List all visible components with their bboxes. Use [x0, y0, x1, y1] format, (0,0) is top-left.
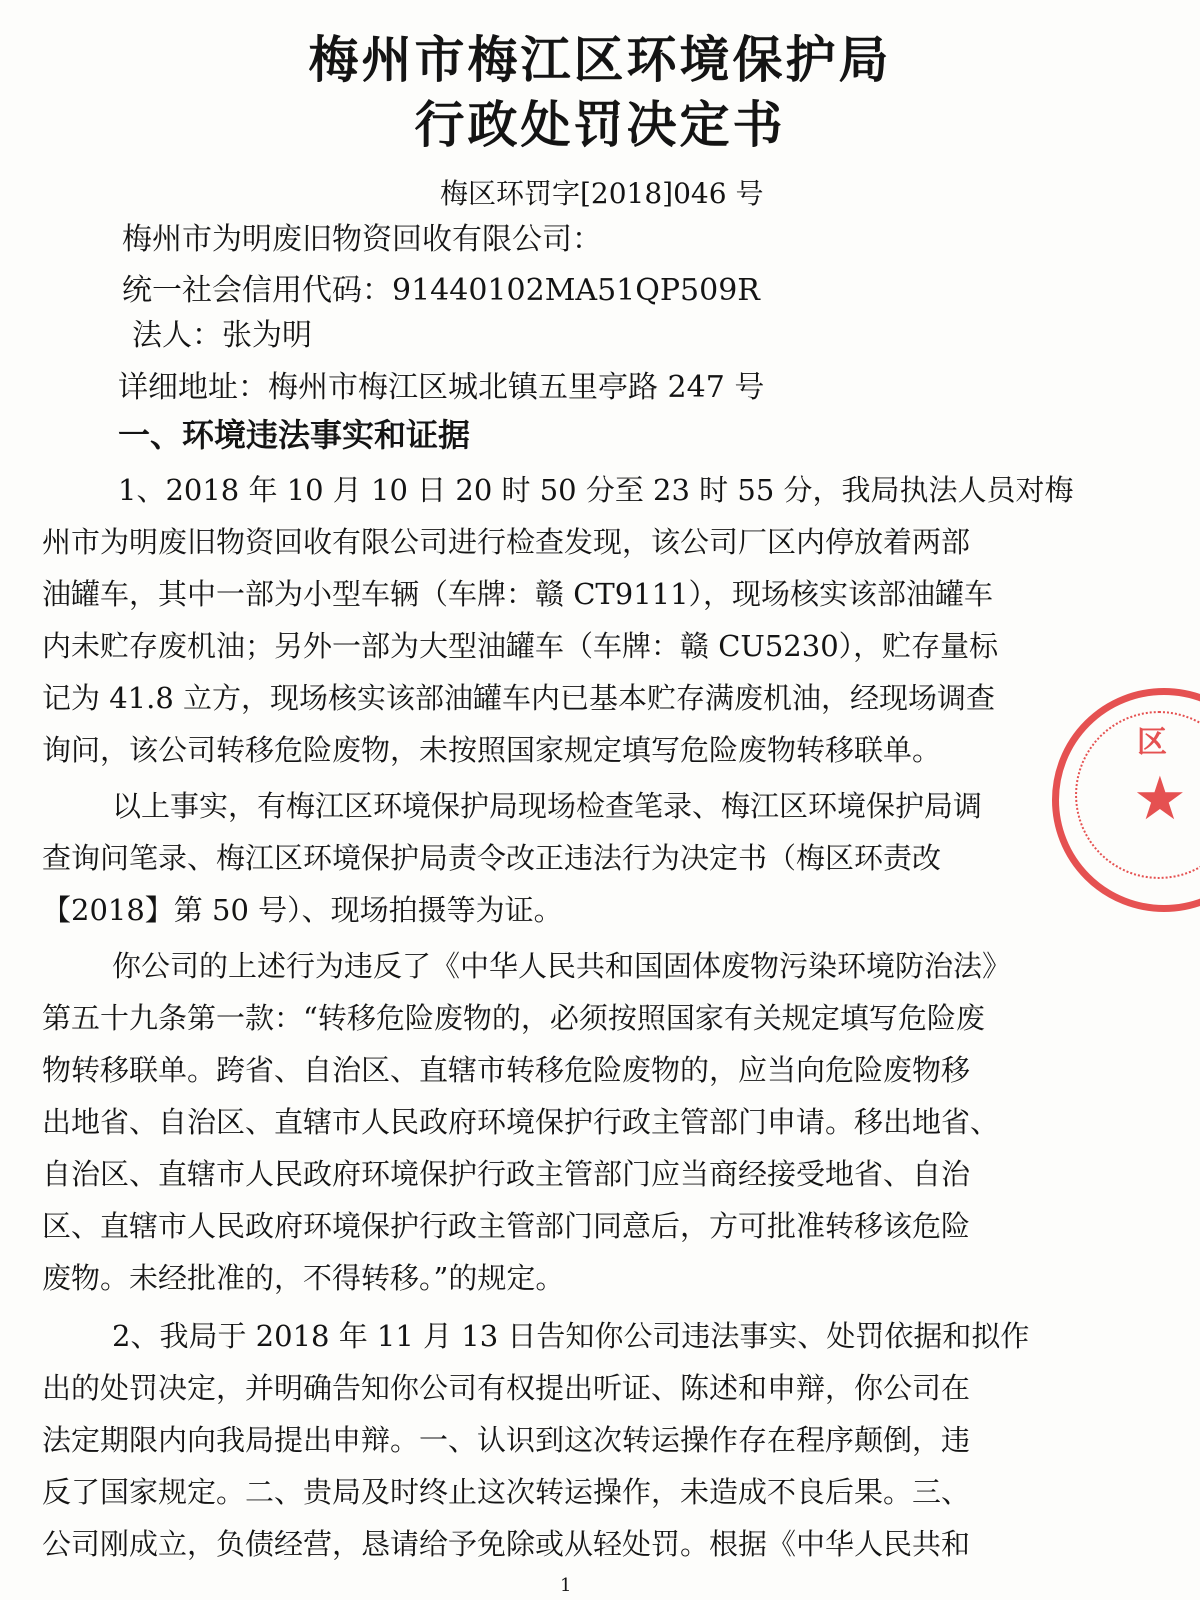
body-line: 出的处罚决定，并明确告知你公司有权提出听证、陈述和申辩，你公司在	[42, 1371, 971, 1405]
body-line: 查询问笔录、梅江区环境保护局责令改正违法行为决定书（梅区环责改	[42, 841, 942, 875]
body-line: 油罐车，其中一部为小型车辆（车牌：赣 CT9111），现场核实该部油罐车	[42, 577, 994, 611]
body-line: 废物。未经批准的，不得转移。”的规定。	[42, 1261, 565, 1295]
seal-star-icon: ★	[1133, 764, 1187, 834]
body-line: 1、2018 年 10 月 10 日 20 时 50 分至 23 时 55 分，我局执法人员对梅	[118, 473, 1074, 507]
document-title-line1: 梅州市梅江区环境保护局	[308, 31, 892, 89]
seal-text: 区	[1137, 725, 1167, 760]
body-line: 物转移联单。跨省、自治区、直辖市转移危险废物的，应当向危险废物移	[42, 1053, 971, 1087]
document-number: 梅区环罚字[2018]046 号	[440, 177, 764, 210]
document-title-line2: 行政处罚决定书	[414, 96, 786, 154]
body-line: 反了国家规定。二、贵局及时终止这次转运操作，未造成不良后果。三、	[42, 1475, 971, 1509]
body-line: 第五十九条第一款：“转移危险废物的，必须按照国家有关规定填写危险废	[42, 1001, 985, 1035]
body-line: 自治区、直辖市人民政府环境保护行政主管部门应当商经接受地省、自治	[42, 1157, 971, 1191]
body-line: 公司刚成立，负债经营，恳请给予免除或从轻处罚。根据《中华人民共和	[42, 1527, 971, 1561]
official-seal-stamp	[1052, 688, 1200, 912]
body-line: 州市为明废旧物资回收有限公司进行检查发现，该公司厂区内停放着两部	[42, 525, 971, 559]
party-legal-person: 法人：张为明	[132, 318, 312, 353]
section-heading: 一、环境违法事实和证据	[118, 416, 471, 454]
body-line: 【2018】第 50 号）、现场拍摄等为证。	[42, 893, 563, 927]
party-company: 梅州市为明废旧物资回收有限公司：	[122, 222, 602, 257]
body-line: 出地省、自治区、直辖市人民政府环境保护行政主管部门申请。移出地省、	[42, 1105, 1000, 1139]
body-line: 2、我局于 2018 年 11 月 13 日告知你公司违法事实、处罚依据和拟作	[112, 1319, 1030, 1353]
body-line: 询问，该公司转移危险废物，未按照国家规定填写危险废物转移联单。	[42, 733, 942, 767]
body-line: 内未贮存废机油；另外一部为大型油罐车（车牌：赣 CU5230），贮存量标	[42, 629, 999, 663]
body-line: 以上事实，有梅江区环境保护局现场检查笔录、梅江区环境保护局调	[112, 789, 983, 823]
body-line: 法定期限内向我局提出申辩。一、认识到这次转运操作存在程序颠倒，违	[42, 1423, 971, 1457]
body-line: 记为 41.8 立方，现场核实该部油罐车内已基本贮存满废机油，经现场调查	[42, 681, 996, 715]
party-credit-code: 统一社会信用代码：91440102MA51QP509R	[122, 273, 760, 308]
party-address: 详细地址：梅州市梅江区城北镇五里亭路 247 号	[118, 370, 765, 405]
page-number: 1	[560, 1575, 572, 1596]
body-line: 区、直辖市人民政府环境保护行政主管部门同意后，方可批准转移该危险	[42, 1209, 971, 1243]
body-line: 你公司的上述行为违反了《中华人民共和国固体废物污染环境防治法》	[112, 949, 1012, 983]
